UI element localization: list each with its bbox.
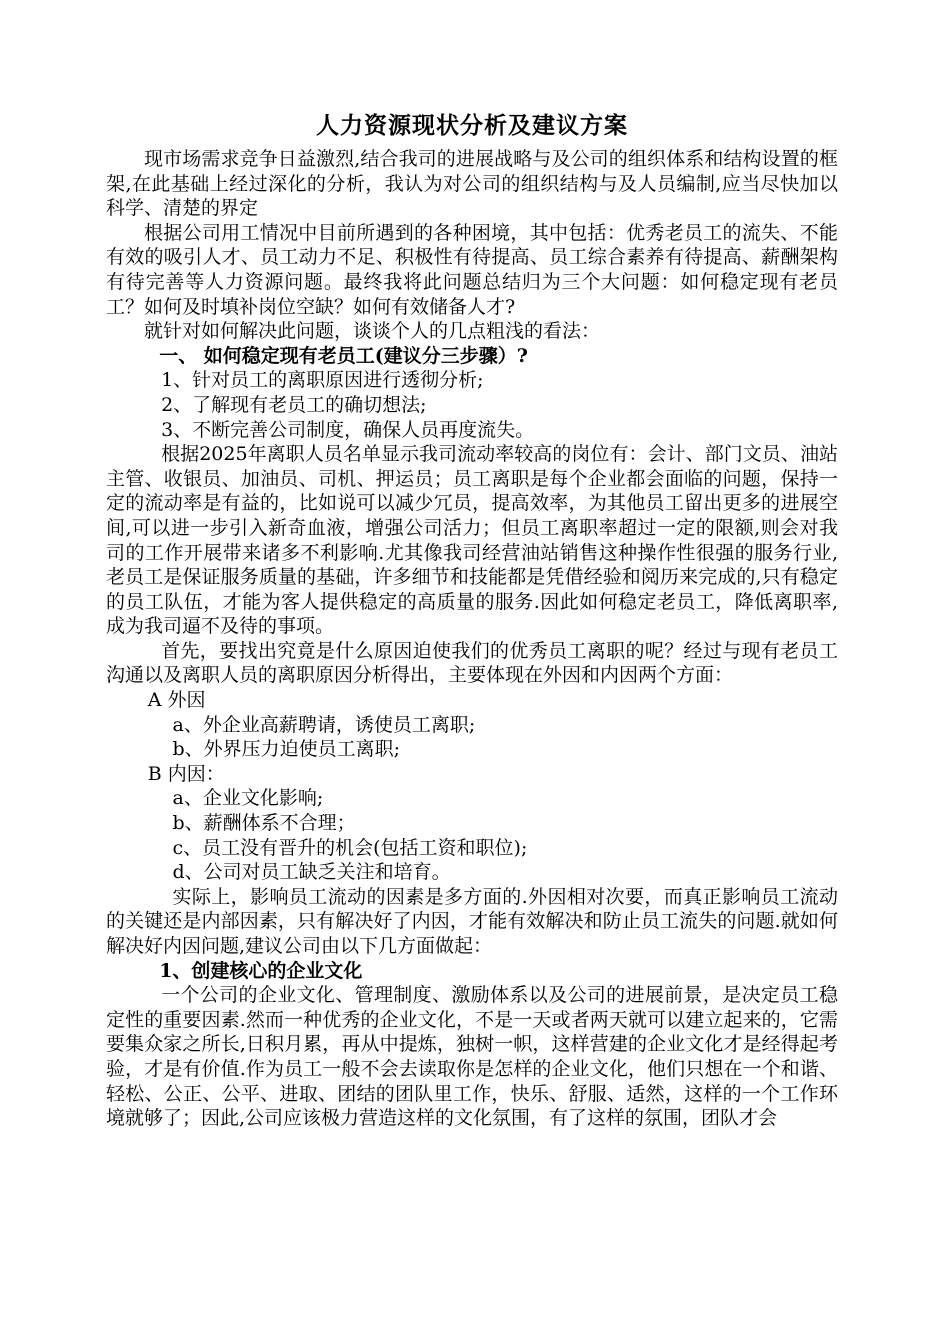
document-title: 人力资源现状分析及建议方案: [316, 112, 628, 139]
paragraph-problems: 根据公司用工情况中目前所遇到的各种困境，其中包括：优秀老员工的流失、不能有效的吸引人才、员工动力不足、积极性有待提高、员工综合素养有待提高、薪酬架构有待完善等人力资源问题。最终我将此问题总结归为三个大问题：如何稳定现有老员工？如何及时填补岗位空缺？如何有效储备人才?: [106, 221, 838, 318]
subsection-heading-culture: 1、创建核心的企业文化: [159, 959, 363, 982]
document-body: [106, 108, 838, 1131]
paragraph-corporate-culture: 一个公司的企业文化、管理制度、激励体系以及公司的进展前景，是决定员工稳定性的重要因素.然而一种优秀的企业文化，不是一天或者两天就可以建立起来的，它需要集众家之所长,日积月累，再从中提炼，独树一帜，这样营建的企业文化才是经得起考验，才是有价值.作为员工一般不会去读取你是怎样的企业文化，他们只想在一个和谐、轻松、公正、公平、进取、团结的团队里工作，快乐、舒服、适然，这样的一个工作环境就够了；因此,公司应该极力营造这样的文化氛围，有了这样的氛围，团队才会: [106, 984, 838, 1130]
list-item-step-3: 3、不断完善公司制度，确保人员再度流失。: [161, 418, 535, 441]
internal-cause-item: c、员工没有晋升的机会(包括工资和职位);: [172, 836, 528, 859]
section-heading-1: 一、 如何稳定现有老员工(建议分三步骤）?: [159, 344, 528, 367]
list-item-step-2: 2、了解现有老员工的确切想法;: [161, 393, 427, 416]
paragraph-intro: 现市场需求竞争日益激烈,结合我司的进展战略与及公司的组织体系和结构设置的框架,在此基础上经过深化的分析，我认为对公司的组织结构与及人员编制,应当尽快加以科学、清楚的界定: [106, 148, 838, 220]
internal-cause-item: d、公司对员工缺乏关注和培育。: [172, 861, 451, 884]
paragraph-internal-factors: 实际上，影响员工流动的因素是多方面的.外因相对次要，而真正影响员工流动的关键还是内部因素，只有解决好了内因，才能有效解决和防止员工流失的问题.就如何解决好内因问题,建议公司由以下几方面做起：: [106, 885, 838, 957]
external-cause-item: b、外界压力迫使员工离职;: [172, 738, 401, 761]
internal-cause-item: a、企业文化影响;: [172, 787, 324, 810]
paragraph-causes-intro: 首先，要找出究竟是什么原因迫使我们的优秀员工离职的呢？经过与现有老员工沟通以及离职人员的离职原因分析得出，主要体现在外因和内因两个方面：: [106, 639, 838, 687]
list-item-step-1: 1、针对员工的离职原因进行透彻分析;: [161, 369, 484, 392]
paragraph-opinion-lead: 就针对如何解决此问题，谈谈个人的几点粗浅的看法：: [144, 320, 601, 343]
external-causes-label: A 外因: [147, 689, 206, 712]
internal-cause-item: b、薪酬体系不合理；: [172, 812, 356, 835]
internal-causes-label: B 内因：: [147, 762, 225, 785]
paragraph-turnover-analysis: 根据2025年离职人员名单显示我司流动率较高的岗位有：会计、部门文员、油站主管、收银员、加油员、司机、押运员；员工离职是每个企业都会面临的问题，保持一定的流动率是有益的，比如说可以减少冗员，提高效率，为其他员工留出更多的进展空间,可以进一步引入新奇血液，增强公司活力；但员工离职率超过一定的限额,则会对我司的工作开展带来诸多不利影响.尤其像我司经营油站销售这种操作性很强的服务行业,老员工是保证服务质量的基础，许多细节和技能都是凭借经验和阅历来完成的,只有稳定的员工队伍，才能为客人提供稳定的高质量的服务.因此如何稳定老员工，降低离职率,成为我司逼不及待的事项。: [106, 443, 838, 638]
external-cause-item: a、外企业高薪聘请，诱使员工离职;: [172, 713, 476, 736]
